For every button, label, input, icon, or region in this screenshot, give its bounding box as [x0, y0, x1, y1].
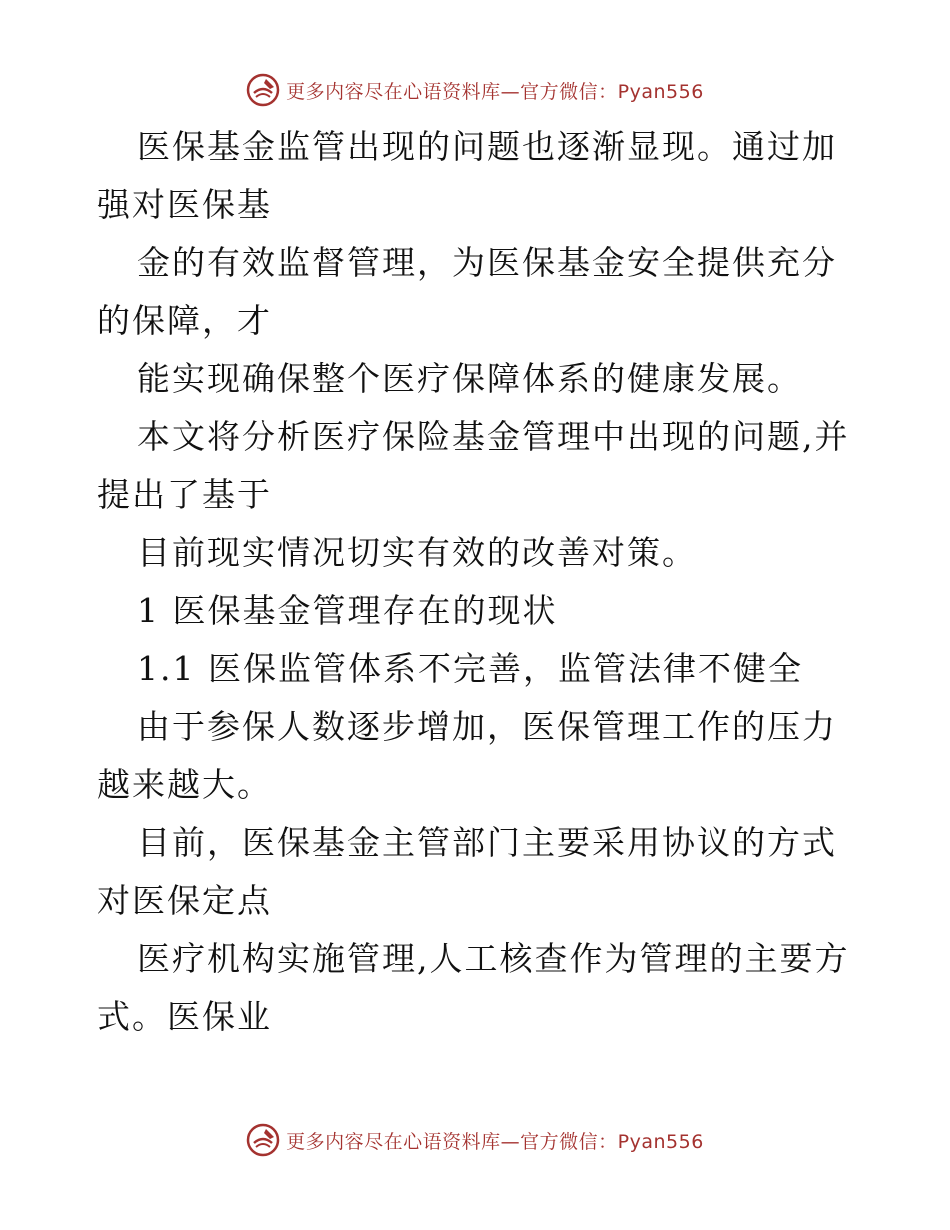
paragraph: 金的有效监督管理，为医保基金安全提供充分的保障，才	[97, 243, 837, 340]
footer-banner-text: 更多内容尽在心语资料库—官方微信：Pyan556	[286, 1130, 704, 1153]
paragraph: 能实现确保整个医疗保障体系的健康发展。	[137, 359, 802, 398]
book-pen-logo-icon	[246, 1123, 280, 1157]
paragraph: 医保基金监管出现的问题也逐渐显现。通过加强对医保基	[97, 127, 837, 224]
paragraph: 医疗机构实施管理,人工核查作为管理的主要方式。医保业	[97, 939, 850, 1036]
subsection-heading: 1.1 医保监管体系不完善，监管法律不健全	[137, 649, 803, 688]
book-pen-logo-icon	[246, 73, 280, 107]
paragraph: 目前现实情况切实有效的改善对策。	[137, 533, 697, 572]
header-banner-text: 更多内容尽在心语资料库—官方微信：Pyan556	[286, 80, 704, 103]
footer-banner	[0, 1120, 950, 1160]
paragraph: 本文将分析医疗保险基金管理中出现的问题,并提出了基于	[97, 417, 850, 514]
paragraph: 由于参保人数逐步增加，医保管理工作的压力越来越大。	[97, 707, 837, 804]
section-heading: 1 医保基金管理存在的现状	[137, 591, 558, 630]
header-banner	[0, 70, 950, 110]
document-body	[97, 118, 857, 1046]
paragraph: 目前，医保基金主管部门主要采用协议的方式对医保定点	[97, 823, 837, 920]
